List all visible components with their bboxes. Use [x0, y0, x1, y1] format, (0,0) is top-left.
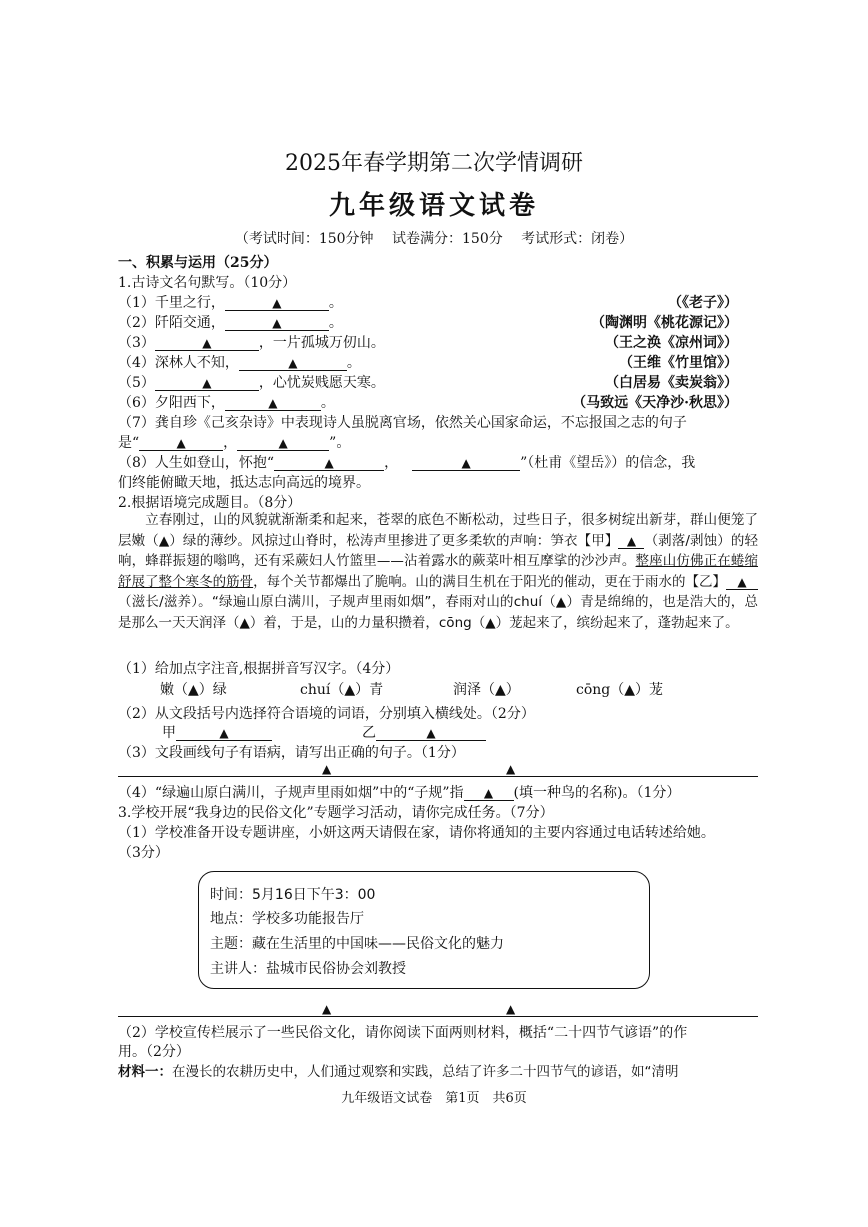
q1-item-2: （2）阡陌交通， ▲ 。 [118, 315, 343, 331]
q1-source-5: （白居易《卖炭翁》） [605, 375, 738, 391]
q1-item-6: （6）夕阳西下， ▲ 。 [118, 395, 335, 411]
answer-blank[interactable]: ▲ [225, 316, 329, 331]
section-title: 一、积累与运用（25分） [118, 255, 278, 271]
exam-info: （考试时间：150分钟 试卷满分：150分 考试形式：闭卷） [234, 231, 634, 247]
q1-source-3: （王之涣《凉州词》） [605, 335, 738, 351]
q1-item-8-line2: 们终能俯瞰天地，抵达志向高远的境界。 [118, 475, 370, 491]
q2-sub-4: （4）“绿遍山原白满川，子规声里雨如烟”中的“子规”指 ▲ (填一种鸟的名称)。（1分） [118, 785, 681, 801]
question-3-title: 3.学校开展“我身边的民俗文化”专题学习活动，请你完成任务。（7分） [118, 805, 554, 821]
notice-topic: 主题：藏在生活里的中国味——民俗文化的魅力 [210, 936, 504, 952]
answer-blank[interactable]: ▲ [139, 436, 223, 451]
q2-sub-3-answer-line[interactable]: ▲ ▲ [118, 762, 758, 777]
q3-sub-2-line2: 用。（2分） [118, 1044, 190, 1060]
answer-blank[interactable]: ▲ [237, 436, 329, 451]
answer-blank[interactable]: ▲ [274, 456, 384, 471]
q2-sub-2-blank-a: 甲 ▲ [162, 722, 272, 742]
exam-title: 2025年春学期第二次学情调研 [285, 151, 583, 176]
q1-source-6: （马致远《天净沙·秋思》） [572, 395, 738, 411]
q1-item-7-line2: 是“ ▲ ， ▲ ”。 [118, 435, 351, 451]
q2-sub-1-item-1: 嫩（▲）绿 [160, 682, 227, 698]
q1-source-4: （王维《竹里馆》） [619, 355, 738, 371]
answer-blank[interactable]: ▲ [176, 726, 272, 741]
exam-subtitle: 九年级语文试卷 [328, 191, 539, 221]
answer-blank[interactable]: ▲ [726, 575, 758, 590]
q1-source-1: （《老子》） [668, 295, 738, 311]
q3-sub-1-line1: （1）学校准备开设专题讲座，小妍这两天请假在家，请你将通知的主要内容通过电话转述给她。 [118, 825, 715, 841]
q2-sub-3: （3）文段画线句子有语病，请写出正确的句子。（1分） [118, 745, 465, 761]
q1-item-5: （5） ▲ ，心忧炭贱愿天寒。 [118, 375, 385, 391]
notice-speaker: 主讲人：盐城市民俗协会刘教授 [210, 961, 406, 977]
q1-source-2: （陶渊明《桃花源记》） [591, 315, 738, 331]
answer-blank[interactable]: ▲ [239, 356, 347, 371]
page-footer: 九年级语文试卷 第1页 共6页 [341, 1091, 527, 1106]
q1-item-1: （1）千里之行， ▲ 。 [118, 295, 343, 311]
answer-blank[interactable]: ▲ [155, 376, 259, 391]
q2-sub-1: （1）给加点字注音,根据拼音写汉字。（4分） [118, 661, 400, 677]
answer-blank[interactable]: ▲ [155, 336, 259, 351]
q1-item-8-line1: （8）人生如登山，怀抱“ ▲ ， ▲ ”（杜甫《望岳》）的信念，我 [118, 455, 696, 471]
q1-item-4: （4）深林人不知， ▲ 。 [118, 355, 361, 371]
q2-sub-1-item-2: chuí（▲）青 [300, 682, 384, 698]
answer-blank[interactable]: ▲ [412, 456, 520, 471]
q2-passage: 立春刚过，山的风貌就渐渐柔和起来，苍翠的底色不断松动，过些日子，很多树绽出新芽，群山便笼了层嫩（▲）绿的薄纱。风掠过山脊时，松涛声里掺进了更多柔软的声响：笋衣【甲】 ▲ （剥落/剥蚀）的轻响，蜂群振翅的嗡鸣，还有采蕨妇人竹篮里——沾着露水的蕨菜叶相互摩挲的沙沙声。整座山仿佛正在蜷缩舒展了整个寒冬的筋骨，每个关节都爆出了脆响。山的满目生机在于阳光的催动，更在于雨水的【乙】 ▲（滋长/滋养）。“绿遍山原白满川，子规声里雨如烟”，春雨对山的chuí（▲）青是绵绵的，也是浩大的，总是那么一天天润泽（▲）着，于是，山的力量积攒着，cōng（▲）茏起来了，缤纷起来了，蓬勃起来了。 [118, 512, 759, 631]
question-1-title: 1.古诗文名句默写。（10分） [118, 275, 297, 291]
notice-location: 地点：学校多功能报告厅 [210, 911, 364, 927]
answer-blank[interactable]: ▲ [225, 296, 329, 311]
material-1: 材料一：在漫长的农耕历史中，人们通过观察和实践，总结了许多二十四节气的谚语，如“清明 [118, 1064, 679, 1080]
q2-sub-1-item-4: cōng（▲）茏 [576, 682, 664, 698]
answer-blank[interactable]: ▲ [225, 396, 321, 411]
q2-sub-1-item-3: 润泽（▲） [453, 682, 520, 698]
answer-blank[interactable]: ▲ [464, 786, 514, 801]
answer-blank[interactable]: ▲ [618, 534, 644, 549]
answer-blank[interactable]: ▲ [376, 726, 486, 741]
q3-sub-1-answer-line[interactable]: ▲ ▲ [118, 1002, 758, 1017]
q1-item-3: （3） ▲ ，一片孤城万仞山。 [118, 335, 385, 351]
question-2-title: 2.根据语境完成题目。（8分） [118, 495, 302, 511]
q3-sub-2-line1: （2）学校宣传栏展示了一些民俗文化，请你阅读下面两则材料，概括“二十四节气谚语”的作 [118, 1025, 688, 1041]
q1-item-7-line1: （7）龚自珍《己亥杂诗》中表现诗人虽脱离官场，依然关心国家命运，不忘报国之志的句子 [118, 415, 687, 431]
q2-sub-2-blank-b: 乙 ▲ [362, 722, 486, 742]
q2-sub-2: （2）从文段括号内选择符合语境的词语，分别填入横线处。（2分） [118, 706, 535, 722]
q3-sub-1-line2: （3分） [118, 845, 169, 861]
underlined-sentence: 整座山仿佛正在蜷缩舒展了整个寒冬的筋骨 [118, 553, 759, 590]
notice-time: 时间：5月16日下午3：00 [210, 887, 376, 903]
